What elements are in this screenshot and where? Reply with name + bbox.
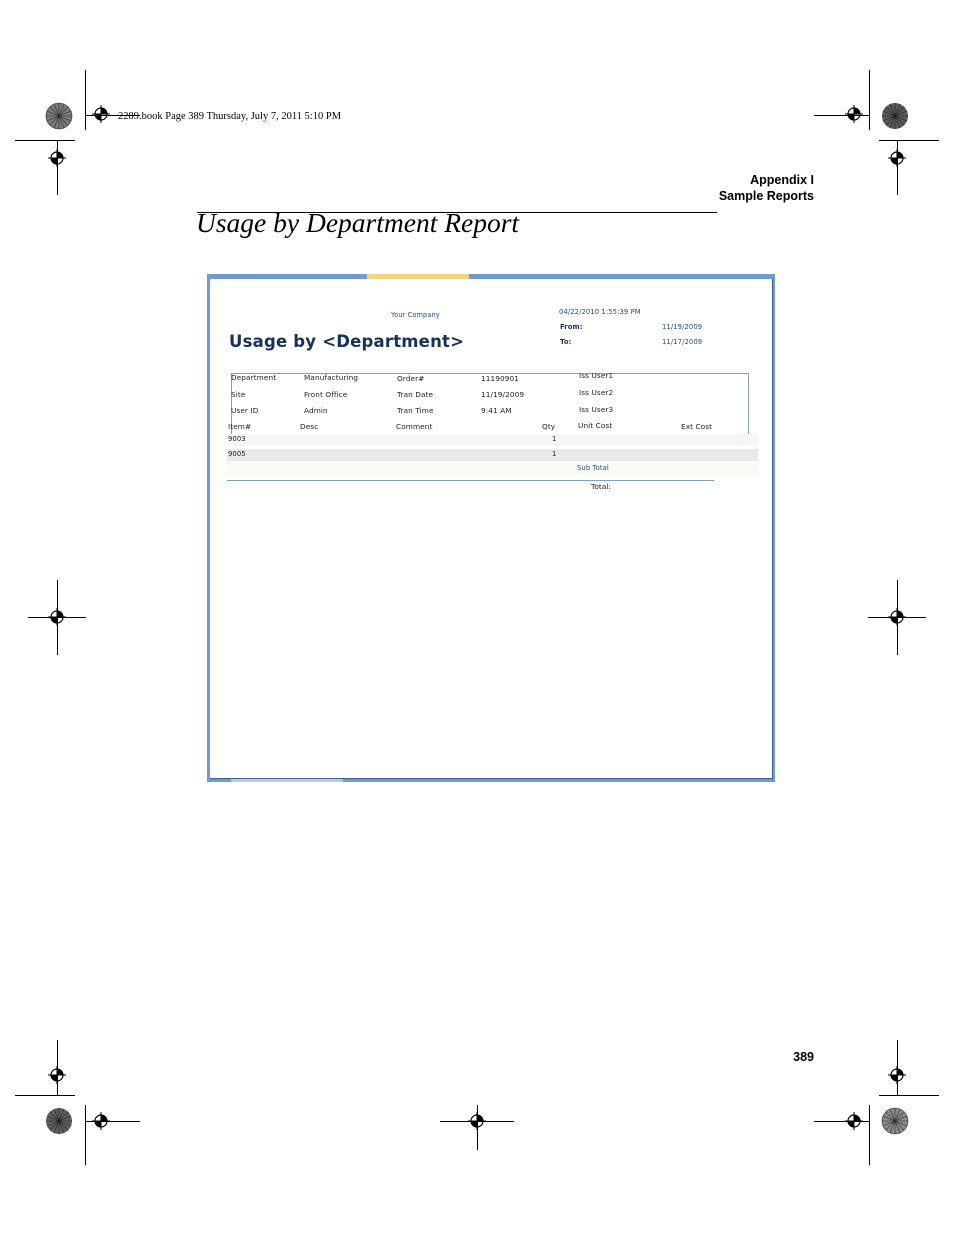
tran-time-value: 9:41 AM [481, 406, 512, 415]
registration-target-icon [845, 1112, 863, 1130]
running-head-appendix: Appendix I [750, 173, 814, 187]
from-date: 11/19/2009 [662, 323, 703, 331]
table-row-qty: 1 [552, 450, 557, 458]
report-title: Usage by <Department> [229, 332, 465, 351]
registration-target-icon [888, 149, 906, 167]
order-value: 11190901 [481, 374, 519, 383]
order-label: Order# [397, 374, 425, 383]
column-header-comment: Comment [396, 422, 433, 431]
page-number: 389 [793, 1050, 814, 1064]
running-head [719, 172, 814, 204]
printer-rosette-icon [45, 102, 73, 130]
to-date: 11/17/2009 [662, 338, 703, 346]
printer-rosette-icon [881, 102, 909, 130]
column-header-unit-cost: Unit Cost [578, 421, 613, 430]
department-label: Department [231, 373, 277, 382]
total-label: Total: [591, 482, 612, 491]
column-header-item: Item# [228, 422, 252, 431]
registration-target-icon [48, 149, 66, 167]
iss-user2: Iss User2 [579, 388, 614, 397]
registration-target-icon [48, 1066, 66, 1084]
section-title: Usage by Department Report [196, 207, 520, 238]
registration-target-icon [468, 1112, 486, 1130]
registration-target-icon [92, 105, 110, 123]
iss-user1: Iss User1 [579, 371, 614, 380]
subtotal-row-shade [227, 463, 758, 475]
from-label: From: [560, 323, 583, 331]
site-value: Front Office [304, 390, 348, 399]
tran-time-label: Tran Time [397, 406, 434, 415]
registration-target-icon [845, 105, 863, 123]
tran-date-label: Tran Date [397, 390, 434, 399]
user-id-label: User ID [231, 406, 259, 415]
to-label: To: [560, 338, 572, 346]
column-header-ext-cost: Ext Cost [681, 422, 713, 431]
site-label: Site [231, 390, 246, 399]
table-row-shade [227, 434, 758, 446]
company-name: Your Company [391, 311, 440, 319]
print-slug: 2289.book Page 389 Thursday, July 7, 2011 5:10 PM [118, 111, 342, 122]
report-timestamp: 04/22/2010 1:55:39 PM [559, 308, 641, 316]
printer-rosette-icon [881, 1107, 909, 1135]
running-head-section: Sample Reports [718, 189, 814, 203]
report-screenshot [207, 274, 775, 782]
table-row-qty: 1 [552, 435, 557, 443]
department-value: Manufacturing [304, 373, 359, 382]
iss-user3: Iss User3 [579, 405, 614, 414]
column-header-desc: Desc [300, 422, 319, 431]
registration-target-icon [888, 608, 906, 626]
registration-target-icon [92, 1112, 110, 1130]
subtotal-label: Sub Total [577, 464, 609, 472]
registration-target-icon [48, 608, 66, 626]
table-row-item: 9005 [228, 450, 246, 458]
printer-rosette-icon [45, 1107, 73, 1135]
registration-target-icon [888, 1066, 906, 1084]
subtotal-rule [227, 480, 714, 481]
table-row-shade [227, 449, 758, 461]
user-id-value: Admin [304, 406, 328, 415]
tran-date-value: 11/19/2009 [481, 390, 525, 399]
table-row-item: 9003 [228, 435, 246, 443]
column-header-qty: Qty [542, 422, 556, 431]
report-page [210, 279, 773, 779]
